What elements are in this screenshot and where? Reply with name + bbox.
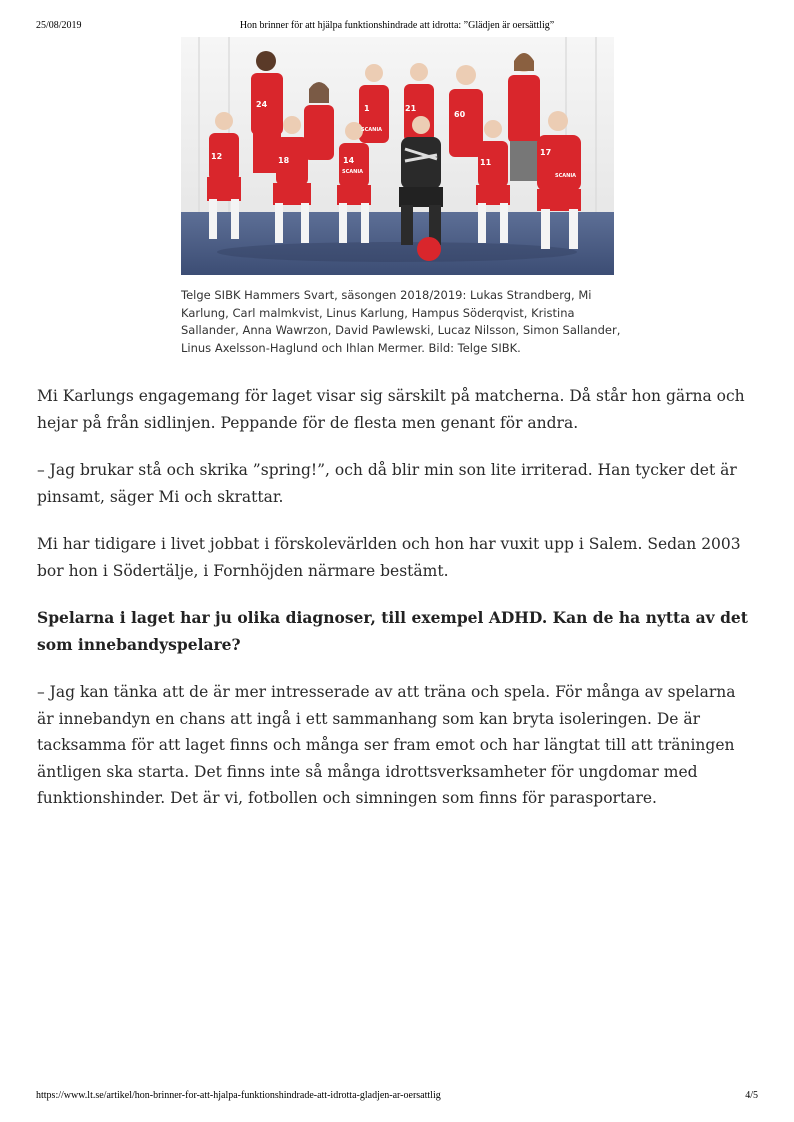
print-url: https://www.lt.se/artikel/hon-brinner-for-att-hjalpa-funktionshindrade-att-idrotta-gladjen-ar-oersattlig bbox=[36, 1090, 441, 1101]
article-paragraph: Mi Karlungs engagemang för laget visar sig särskilt på matcherna. Då står hon gärna och hejar på från sidlinjen. Peppande för de flesta men genant för andra. bbox=[37, 387, 745, 432]
article-paragraph: – Jag brukar stå och skrika ”spring!”, och då blir min son lite irriterad. Han tycker det är pinsamt, säger Mi och skrattar. bbox=[37, 461, 737, 506]
jersey-number: 11 bbox=[480, 158, 492, 167]
jersey-number: 24 bbox=[256, 100, 268, 109]
print-date: 25/08/2019 bbox=[36, 20, 82, 31]
print-page-title: Hon brinner för att hjälpa funktionshindrade att idrotta: ”Glädjen är oersättlig” bbox=[239, 20, 555, 31]
jersey-number: 21 bbox=[405, 104, 417, 113]
print-footer bbox=[0, 1090, 794, 1104]
article-paragraph: Mi har tidigare i livet jobbat i förskolevärlden och hon har vuxit upp i Salem. Sedan 2003 bor hon i Södertälje, i Fornhöjden närmare bestämt. bbox=[37, 535, 741, 580]
jersey-number: 60 bbox=[454, 110, 466, 119]
jersey-number: 18 bbox=[278, 156, 290, 165]
jersey-number: 12 bbox=[211, 152, 223, 161]
sponsor-text: SCANIA bbox=[342, 169, 364, 175]
article-body bbox=[37, 383, 757, 833]
jersey-number: 17 bbox=[540, 148, 552, 157]
jersey-number: 14 bbox=[343, 156, 355, 165]
interview-question: Spelarna i laget har ju olika diagnoser, till exempel ADHD. Kan de ha nytta av det som innebandyspelare? bbox=[37, 608, 748, 654]
sponsor-text: SCANIA bbox=[555, 173, 577, 179]
team-photo bbox=[181, 37, 614, 275]
sponsor-text: SCANIA bbox=[361, 127, 383, 133]
photo-caption: Telge SIBK Hammers Svart, säsongen 2018/2019: Lukas Strandberg, Mi Karlung, Carl malmkvist, Linus Karlung, Hampus Söderqvist, Kristina Sallander, Anna Wawrzon, David Pawlewski, Lucaz Nilsson, Simon Sallander, Linus Axelsson-Haglund och Ihlan Mermer. Bild: Telge SIBK. bbox=[181, 288, 621, 355]
print-header bbox=[0, 20, 794, 34]
jersey-number: 1 bbox=[364, 104, 370, 113]
page-number: 4/5 bbox=[745, 1090, 758, 1101]
article-paragraph: – Jag kan tänka att de är mer intresserade av att träna och spela. För många av spelarna är innebandyn en chans att ingå i ett sammanhang som kan bryta isoleringen. De är tacksamma för att laget finns och många ser fram emot och har längtat till att träningen äntligen ska starta. Det finns inte så många idrottsverksamheter för ungdomar med funktionshinder. Det är vi, fotbollen och simningen som finns för parasportare. bbox=[37, 683, 736, 807]
